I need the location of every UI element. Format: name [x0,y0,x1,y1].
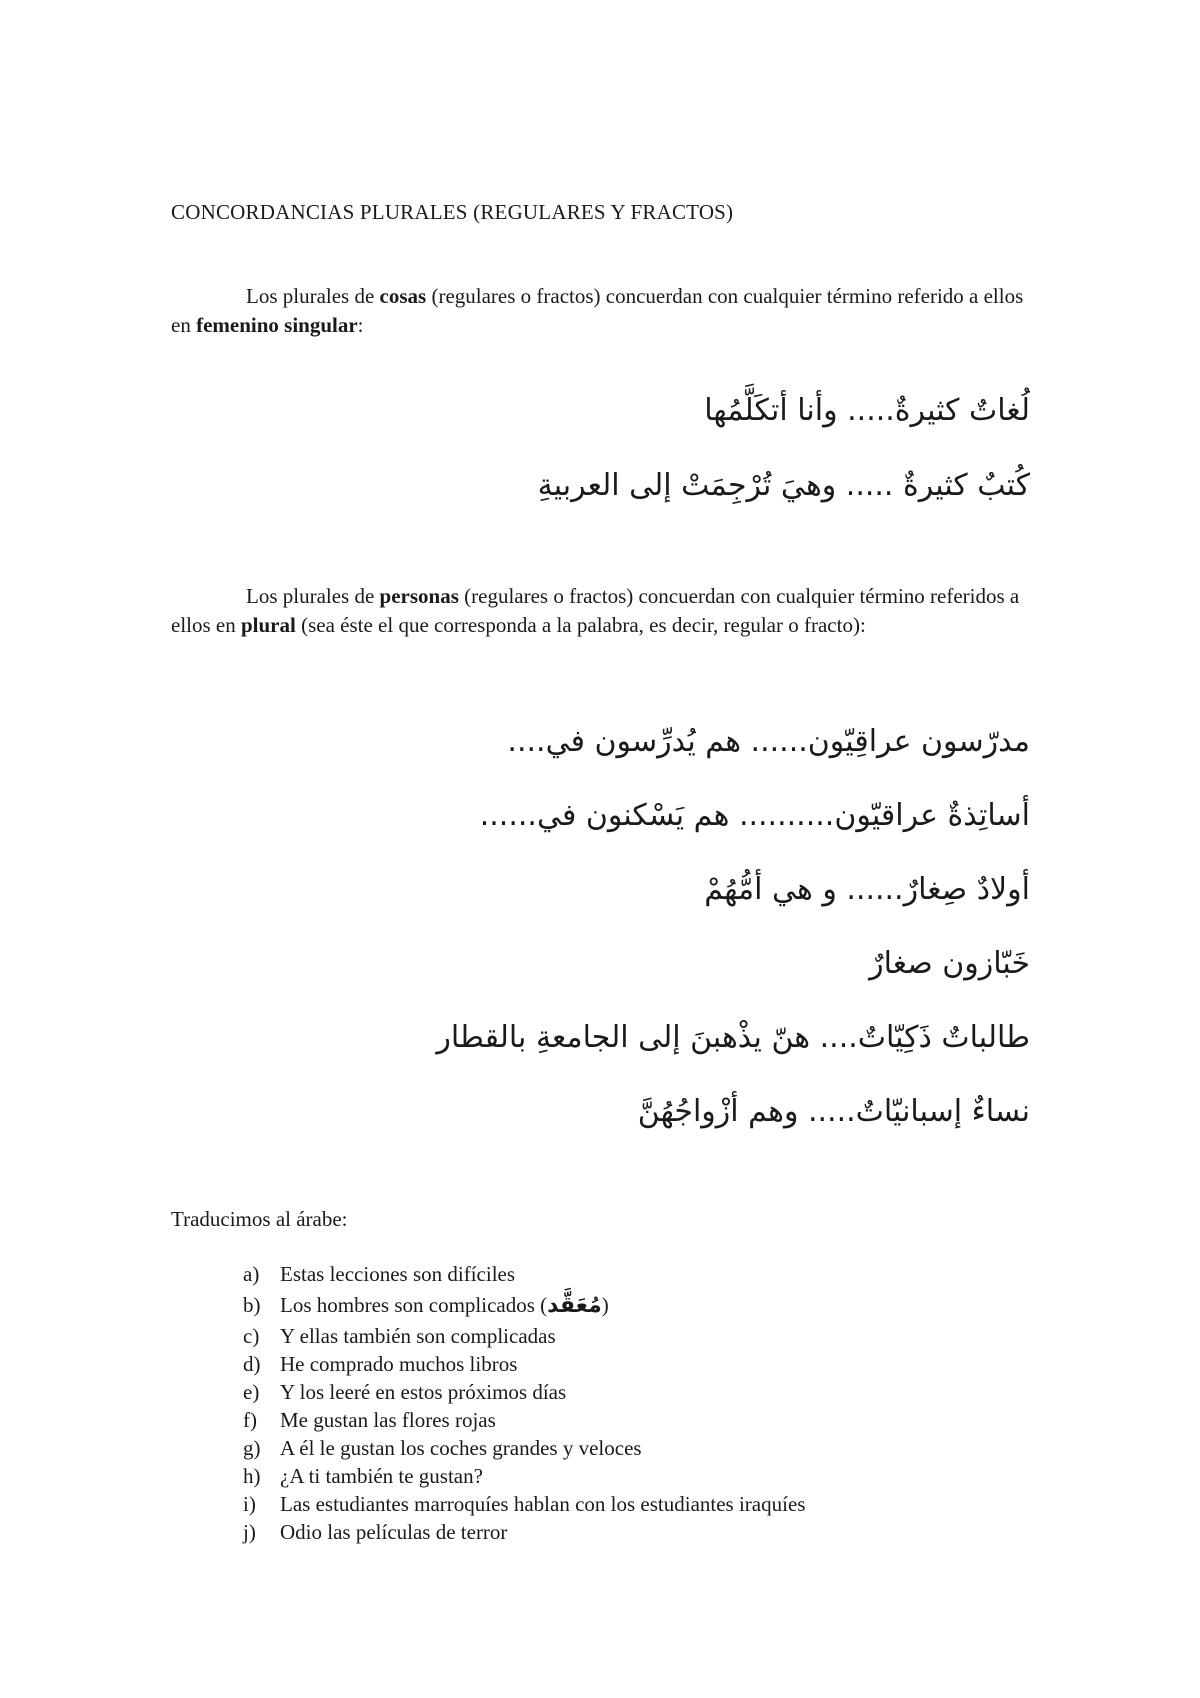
list-marker: b) [243,1293,261,1317]
list-marker: h) [243,1464,261,1488]
para1-bold-cosas: cosas [379,284,427,308]
list-item-text: Las estudiantes marroquíes hablan con los estudiantes iraquíes [280,1492,806,1516]
list-item [243,1350,805,1378]
list-marker: e) [243,1380,260,1404]
list-item-text: Y los leeré en estos próximos días [280,1380,567,1404]
para1-text-3: : [357,313,364,337]
list-item [243,1288,805,1322]
arabic-example-cosas-1: لُغاتٌ كثيرةٌ..... وأنا أتكَلَّمُها [704,393,1030,428]
arabic-example-personas-2: أساتِذةٌ عراقيّون.......... هم يَسْكنون في...... [479,798,1030,833]
list-marker: d) [243,1352,261,1376]
list-item-text: Estas lecciones son difíciles [280,1262,516,1286]
arabic-example-cosas-2: كُتبٌ كثيرةٌ ..... وهيَ تُرْجِمَتْ إلى العربيةِ [537,468,1030,503]
para1-text-1: Los plurales de [246,284,380,308]
rule-paragraph-personas [171,582,1031,640]
list-item-text: Los hombres son complicados ( [280,1293,548,1317]
exercise-list [243,1260,805,1546]
list-item [243,1462,805,1490]
list-item [243,1378,805,1406]
list-item-text: Odio las películas de terror [280,1520,508,1544]
list-item [243,1490,805,1518]
para1-bold-femenino-singular: femenino singular [196,313,358,337]
list-item-text: He comprado muchos libros [280,1352,518,1376]
arabic-example-personas-1: مدرّسون عراقِيّون...... هم يُدرِّسون في.... [507,724,1030,759]
rule-paragraph-cosas [171,282,1031,340]
list-marker: c) [243,1324,260,1348]
list-item-text: Y ellas también son complicadas [280,1324,556,1348]
list-item [243,1434,805,1462]
list-marker: j) [243,1520,256,1544]
list-item-text-after: ) [601,1293,609,1317]
list-item [243,1406,805,1434]
arabic-example-personas-4: خَبّازون صغارٌ [869,946,1030,981]
list-item [243,1260,805,1288]
para2-text-3: (sea éste el que corresponda a la palabra, es decir, regular o fracto): [295,613,866,637]
document-title: CONCORDANCIAS PLURALES (REGULARES Y FRACTOS) [171,200,734,224]
arabic-example-personas-5: طالباتٌ ذَكِيّاتٌ.... هنّ يذْهبنَ إلى الجامعةِ بالقطار [436,1020,1030,1055]
list-item-arabic-word: مُعَقَّد [547,1293,602,1318]
list-item-text: ¿A ti también te gustan? [280,1464,483,1488]
arabic-example-personas-6: نساءٌ إسبانيّاتٌ..... وهم أزْواجُهُنَّ [637,1094,1030,1129]
para2-text-2: (regulares o fractos) concuerdan con cualquier término referidos a ellos en [171,584,1020,637]
list-marker: f) [243,1408,257,1432]
para1-text-2: (regulares o fractos) concuerdan con cualquier término referido a ellos en [171,284,1024,337]
list-item-text: A él le gustan los coches grandes y veloces [280,1436,642,1460]
para2-text-1: Los plurales de [246,584,380,608]
list-item-text: Me gustan las flores rojas [280,1408,496,1432]
para2-bold-plural: plural [240,613,296,637]
arabic-example-personas-3: أولادٌ صِغارٌ...... و هي أمُّهُمْ [704,872,1030,907]
list-item [243,1322,805,1350]
list-marker: i) [243,1492,256,1516]
para2-bold-personas: personas [379,584,459,608]
list-marker: g) [243,1436,261,1460]
list-marker: a) [243,1262,260,1286]
translation-intro: Traducimos al árabe: [171,1207,348,1231]
list-item [243,1518,805,1546]
